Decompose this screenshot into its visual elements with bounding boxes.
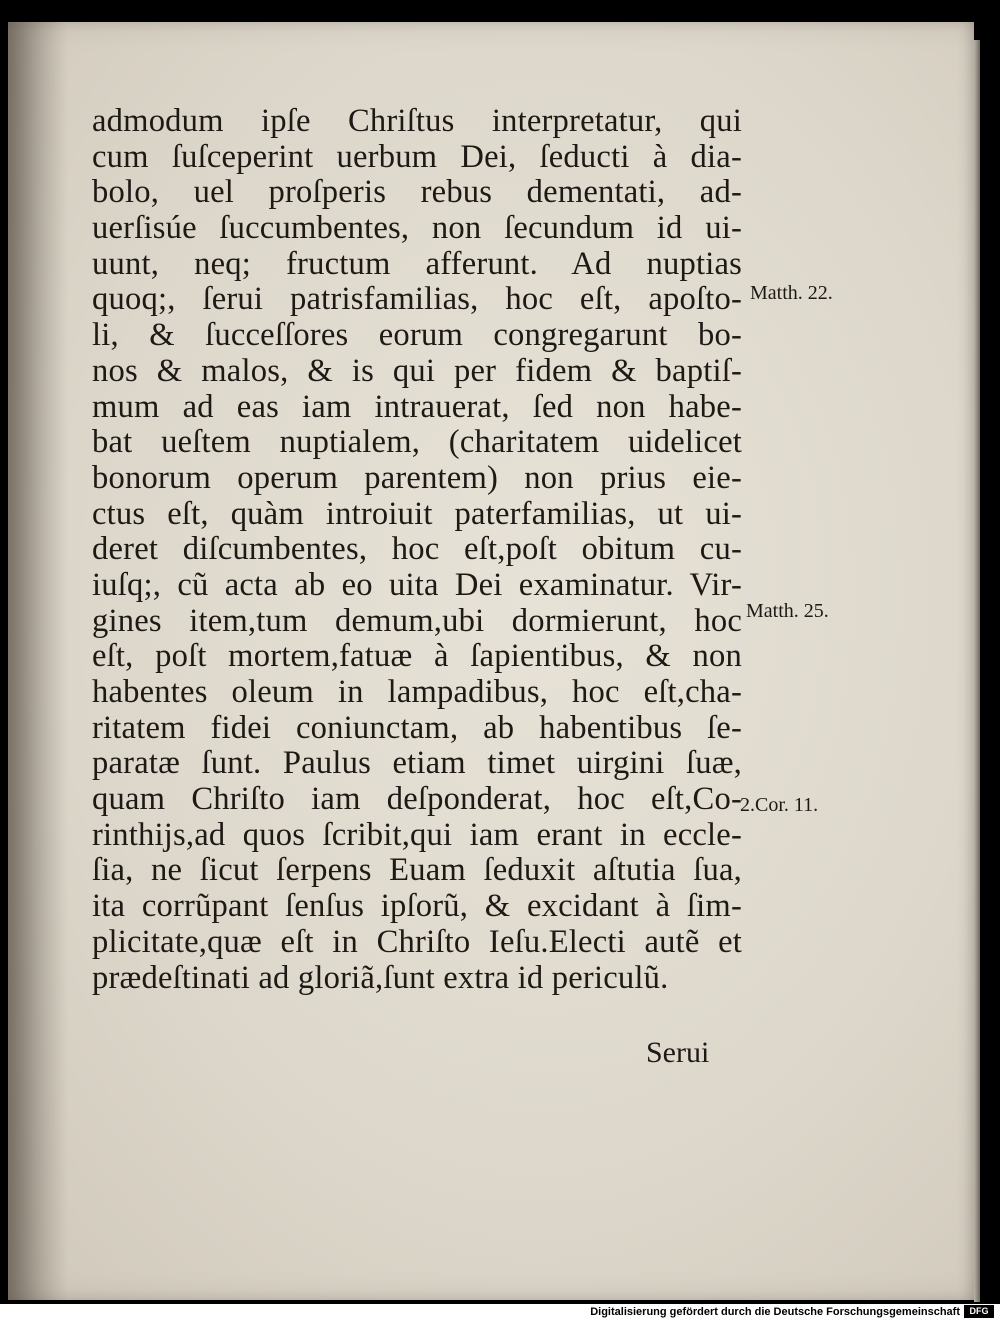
- text-line: iuſq;, cũ acta ab eo uita Dei examinatur. Vir-: [92, 566, 742, 603]
- text-line: gines item,tum demum,ubi dormierunt, hoc: [92, 602, 742, 639]
- margin-note-matth-22: Matth. 22.: [750, 282, 833, 304]
- text-line: uerſisúe ſuccumbentes, non ſecundum id ui-: [92, 210, 742, 247]
- catchword: Serui: [646, 1036, 710, 1069]
- text-line: habentes oleum in lampadibus, hoc eſt,cha-: [92, 674, 742, 710]
- body-text: [92, 104, 742, 996]
- text-line: nos & malos, & is qui per fidem & baptiſ-: [92, 352, 742, 389]
- text-line: ctus eſt, quàm introiuit paterfamilias, ut ui-: [92, 495, 742, 532]
- dfg-logo: DFG: [964, 1305, 994, 1318]
- text-line: bat ueſtem nuptialem, (charitatem uidelicet: [92, 424, 742, 461]
- page-edge: [974, 40, 980, 1302]
- margin-note-matth-25: Matth. 25.: [746, 600, 829, 622]
- text-line: uunt, neq; fructum afferunt. Ad nuptias: [92, 245, 742, 282]
- text-line: quoq;, ſerui patrisfamilias, hoc eſt, apoſto-: [92, 281, 742, 318]
- text-line: rinthijs,ad quos ſcribit,qui iam erant in eccle-: [92, 816, 742, 853]
- text-line: eſt, poſt mortem,fatuæ à ſapientibus, & non: [92, 638, 742, 675]
- text-line: ita corrũpant ſenſus ipſorũ, & excidant à ſim-: [92, 888, 742, 925]
- footer-credit: Digitalisierung gefördert durch die Deutsche Forschungsgemeinschaft: [590, 1306, 960, 1318]
- text-line: mum ad eas iam intrauerat, ſed non habe-: [92, 388, 742, 425]
- text-line: admodum ipſe Chriſtus interpretatur, qui: [92, 103, 742, 139]
- text-line: bonorum operum parentem) non prius eie-: [92, 459, 742, 496]
- text-line: cum ſuſceperint uerbum Dei, ſeducti à dia-: [92, 138, 742, 175]
- text-line: ſia, ne ſicut ſerpens Euam ſeduxit aſtutia ſua,: [92, 852, 742, 889]
- text-line: ritatem fidei coniunctam, ab habentibus ſe-: [92, 709, 742, 746]
- text-line: quam Chriſto iam deſponderat, hoc eſt,Co-: [92, 781, 742, 818]
- text-line: bolo, uel proſperis rebus dementati, ad-: [92, 174, 742, 211]
- text-line: paratæ ſunt. Paulus etiam timet uirgini ſuæ,: [92, 745, 742, 782]
- text-line: deret diſcumbentes, hoc eſt,poſt obitum cu-: [92, 531, 742, 568]
- margin-note-2-cor-11: 2.Cor. 11.: [740, 794, 819, 816]
- text-line: plicitate,quæ eſt in Chriſto Ieſu.Electi autẽ et: [92, 923, 742, 960]
- text-line: prædeſtinati ad gloriã,ſunt extra id periculũ.: [92, 959, 669, 996]
- text-line: li, & ſucceſſores eorum congregarunt bo-: [92, 317, 742, 354]
